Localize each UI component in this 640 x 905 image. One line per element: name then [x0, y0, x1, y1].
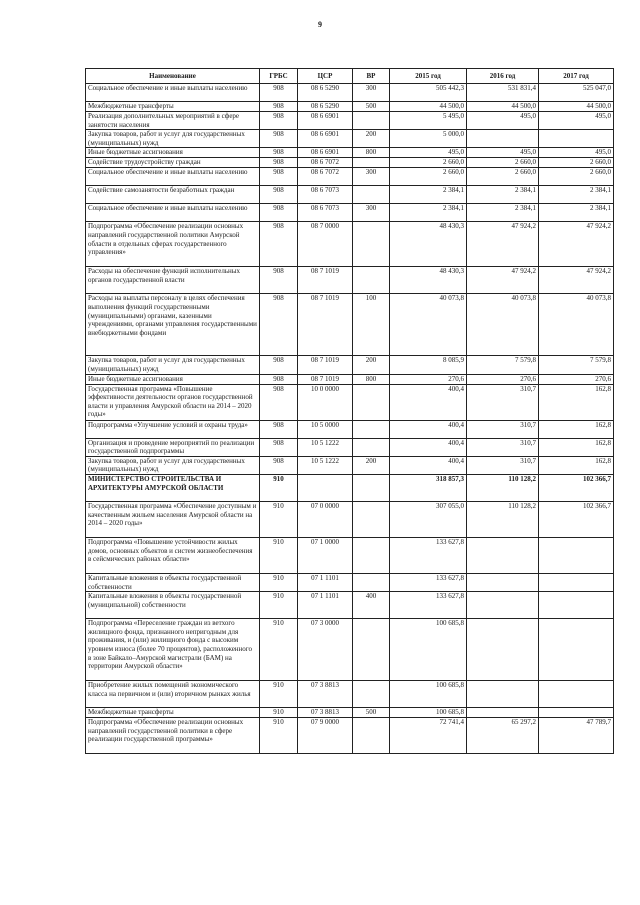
cell-y2016 [467, 619, 539, 681]
header-grbs: ГРБС [260, 69, 298, 84]
cell-grbs: 910 [260, 619, 298, 681]
cell-grbs: 908 [260, 102, 298, 112]
cell-y2016 [467, 537, 539, 573]
cell-vr: 500 [353, 102, 390, 112]
cell-vr: 300 [353, 168, 390, 186]
table-row [86, 501, 614, 537]
cell-y2017 [539, 681, 614, 708]
cell-grbs: 908 [260, 374, 298, 384]
cell-y2016: 310,7 [467, 384, 539, 420]
cell-y2016: 495,0 [467, 112, 539, 130]
cell-vr [353, 573, 390, 591]
header-2017: 2017 год [539, 69, 614, 84]
cell-y2017: 47 924,2 [539, 267, 614, 294]
cell-name: Социальное обеспечение и иные выплаты населению [86, 204, 260, 222]
cell-name: Закупка товаров, работ и услуг для государственных (муниципальных) нужд [86, 456, 260, 474]
cell-name: Государственная программа «Обеспечение доступным и качественным жильем населения Амурской области на 2014 – 2020 годы» [86, 501, 260, 537]
cell-y2016: 2 660,0 [467, 168, 539, 186]
cell-y2017 [539, 130, 614, 148]
cell-grbs: 908 [260, 294, 298, 356]
cell-vr: 100 [353, 294, 390, 356]
cell-y2017: 2 384,1 [539, 204, 614, 222]
table-row [86, 592, 614, 619]
cell-y2015: 318 857,3 [390, 474, 467, 501]
cell-grbs: 910 [260, 537, 298, 573]
cell-csr: 07 1 0000 [298, 537, 353, 573]
cell-y2016: 65 297,2 [467, 718, 539, 754]
cell-y2017 [539, 619, 614, 681]
table-row [86, 112, 614, 130]
cell-vr: 800 [353, 374, 390, 384]
cell-y2016: 110 128,2 [467, 474, 539, 501]
cell-y2015: 400,4 [390, 456, 467, 474]
cell-y2016: 310,7 [467, 456, 539, 474]
cell-name: Приобретение жилых помещений экономического класса на первичном и (или) вторичном рынках жилья [86, 681, 260, 708]
cell-y2015: 2 384,1 [390, 186, 467, 204]
cell-csr: 08 6 6901 [298, 112, 353, 130]
cell-vr: 400 [353, 592, 390, 619]
cell-grbs: 910 [260, 474, 298, 501]
cell-y2015: 2 660,0 [390, 168, 467, 186]
cell-y2016: 7 579,8 [467, 356, 539, 374]
table-row [86, 158, 614, 168]
cell-name: Капитальные вложения в объекты государственной (муниципальной) собственности [86, 592, 260, 619]
cell-y2017: 44 500,0 [539, 102, 614, 112]
cell-vr [353, 501, 390, 537]
table-row [86, 168, 614, 186]
table-row [86, 84, 614, 102]
cell-y2016: 310,7 [467, 420, 539, 438]
cell-y2015: 270,6 [390, 374, 467, 384]
cell-name: Государственная программа «Повышение эффективности деятельности органов государственной власти и управления Амурской области на 2014 – 2020 годы» [86, 384, 260, 420]
cell-y2016: 40 073,8 [467, 294, 539, 356]
cell-name: Подпрограмма «Обеспечение реализации основных направлений государственной политики в сфере реализации государственной программы» [86, 718, 260, 754]
cell-csr: 08 7 1019 [298, 294, 353, 356]
table-header-row [86, 69, 614, 84]
cell-y2017: 162,8 [539, 456, 614, 474]
cell-csr: 08 6 7072 [298, 168, 353, 186]
cell-name: Подпрограмма «Обеспечение реализации основных направлений государственной политики Амурской области в отдельных сферах государственного управления» [86, 222, 260, 267]
cell-y2016: 110 128,2 [467, 501, 539, 537]
cell-grbs: 908 [260, 130, 298, 148]
cell-name: Капитальные вложения в объекты государственной собственности [86, 573, 260, 591]
table-row [86, 204, 614, 222]
cell-csr: 07 9 0000 [298, 718, 353, 754]
cell-y2015: 8 085,9 [390, 356, 467, 374]
cell-y2015: 2 660,0 [390, 158, 467, 168]
cell-grbs: 908 [260, 356, 298, 374]
cell-y2016: 495,0 [467, 148, 539, 158]
cell-y2017: 102 366,7 [539, 501, 614, 537]
cell-y2017: 40 073,8 [539, 294, 614, 356]
cell-y2015: 5 495,0 [390, 112, 467, 130]
table-row [86, 456, 614, 474]
cell-csr: 08 7 1019 [298, 356, 353, 374]
cell-grbs: 910 [260, 501, 298, 537]
cell-y2015: 505 442,3 [390, 84, 467, 102]
cell-name: Содействие трудоустройству граждан [86, 158, 260, 168]
header-2016: 2016 год [467, 69, 539, 84]
cell-grbs: 908 [260, 222, 298, 267]
cell-grbs: 908 [260, 148, 298, 158]
cell-csr: 07 1 1101 [298, 592, 353, 619]
table-row [86, 573, 614, 591]
cell-csr: 07 3 0000 [298, 619, 353, 681]
cell-name: Подпрограмма «Повышение устойчивости жилых домов, основных объектов и систем жизнеобеспечения в сейсмических районах области» [86, 537, 260, 573]
cell-csr: 08 7 1019 [298, 267, 353, 294]
table-row [86, 619, 614, 681]
cell-y2015: 495,0 [390, 148, 467, 158]
cell-name: Подпрограмма «Переселение граждан из ветхого жилищного фонда, признанного непригодным для проживания, и (или) жилищного фонда с высоким уровнем износа (более 70 процентов), расположенного в зоне Байкало–Амурской магистрали (БАМ) на территории Амурской области» [86, 619, 260, 681]
table-row [86, 474, 614, 501]
cell-csr: 10 0 0000 [298, 384, 353, 420]
cell-csr: 07 3 8813 [298, 681, 353, 708]
cell-csr: 10 5 1222 [298, 438, 353, 456]
cell-grbs: 908 [260, 456, 298, 474]
cell-y2017: 270,6 [539, 374, 614, 384]
cell-vr [353, 681, 390, 708]
cell-grbs: 908 [260, 186, 298, 204]
cell-y2015: 400,4 [390, 384, 467, 420]
cell-vr [353, 222, 390, 267]
cell-y2017: 495,0 [539, 112, 614, 130]
cell-y2016 [467, 573, 539, 591]
header-2015: 2015 год [390, 69, 467, 84]
cell-y2016: 531 831,4 [467, 84, 539, 102]
cell-vr [353, 420, 390, 438]
cell-y2015: 133 627,8 [390, 537, 467, 573]
cell-name: Закупка товаров, работ и услуг для государственных (муниципальных) нужд [86, 130, 260, 148]
cell-vr: 800 [353, 148, 390, 158]
table-row [86, 374, 614, 384]
cell-y2017: 495,0 [539, 148, 614, 158]
table-row [86, 420, 614, 438]
cell-y2016: 2 384,1 [467, 186, 539, 204]
cell-csr: 08 6 5290 [298, 102, 353, 112]
cell-y2016: 47 924,2 [467, 222, 539, 267]
cell-y2016 [467, 708, 539, 718]
cell-name: МИНИСТЕРСТВО СТРОИТЕЛЬСТВА И АРХИТЕКТУРЫ АМУРСКОЙ ОБЛАСТИ [86, 474, 260, 501]
cell-y2015: 40 073,8 [390, 294, 467, 356]
cell-name: Социальное обеспечение и иные выплаты населению [86, 168, 260, 186]
cell-csr: 08 6 5290 [298, 84, 353, 102]
cell-name: Подпрограмма «Улучшение условий и охраны труда» [86, 420, 260, 438]
page-number: 9 [318, 20, 322, 29]
cell-y2017: 2 660,0 [539, 158, 614, 168]
cell-name: Содействие самозанятости безработных граждан [86, 186, 260, 204]
cell-vr: 200 [353, 130, 390, 148]
cell-y2015: 44 500,0 [390, 102, 467, 112]
cell-grbs: 910 [260, 592, 298, 619]
cell-grbs: 910 [260, 718, 298, 754]
cell-name: Расходы на обеспечение функций исполнительных органов государственной власти [86, 267, 260, 294]
cell-csr: 08 6 7073 [298, 186, 353, 204]
cell-y2015: 48 430,3 [390, 222, 467, 267]
cell-y2017: 47 789,7 [539, 718, 614, 754]
cell-name: Организация и проведение мероприятий по реализации государственной подпрограммы [86, 438, 260, 456]
cell-grbs: 908 [260, 384, 298, 420]
cell-y2016: 44 500,0 [467, 102, 539, 112]
cell-y2016 [467, 130, 539, 148]
cell-y2016: 2 384,1 [467, 204, 539, 222]
cell-y2017: 47 924,2 [539, 222, 614, 267]
cell-y2015: 5 000,0 [390, 130, 467, 148]
cell-vr [353, 186, 390, 204]
cell-vr [353, 267, 390, 294]
table-row [86, 356, 614, 374]
cell-y2017: 162,8 [539, 420, 614, 438]
cell-name: Иные бюджетные ассигнования [86, 148, 260, 158]
header-name: Наименование [86, 69, 260, 84]
cell-y2016: 47 924,2 [467, 267, 539, 294]
cell-name: Реализация дополнительных мероприятий в сфере занятости населения [86, 112, 260, 130]
cell-vr: 500 [353, 708, 390, 718]
cell-y2015: 48 430,3 [390, 267, 467, 294]
cell-y2017: 525 047,0 [539, 84, 614, 102]
cell-y2017 [539, 573, 614, 591]
cell-grbs: 908 [260, 158, 298, 168]
table-row [86, 186, 614, 204]
cell-vr: 200 [353, 456, 390, 474]
cell-csr: 07 1 1101 [298, 573, 353, 591]
cell-y2017 [539, 537, 614, 573]
table-row [86, 130, 614, 148]
cell-csr: 10 5 1222 [298, 456, 353, 474]
cell-name: Межбюджетные трансферты [86, 708, 260, 718]
cell-y2016 [467, 681, 539, 708]
table-row [86, 102, 614, 112]
cell-y2015: 100 685,8 [390, 708, 467, 718]
cell-y2015: 100 685,8 [390, 619, 467, 681]
cell-csr: 08 6 7072 [298, 158, 353, 168]
cell-y2017 [539, 592, 614, 619]
cell-y2015: 400,4 [390, 420, 467, 438]
cell-y2017: 2 384,1 [539, 186, 614, 204]
cell-grbs: 908 [260, 438, 298, 456]
cell-csr [298, 474, 353, 501]
table-row [86, 708, 614, 718]
cell-grbs: 910 [260, 708, 298, 718]
cell-name: Межбюджетные трансферты [86, 102, 260, 112]
table-row [86, 438, 614, 456]
cell-vr: 300 [353, 204, 390, 222]
header-csr: ЦСР [298, 69, 353, 84]
cell-name: Расходы на выплаты персоналу в целях обеспечения выполнения функций государственными (муниципальными) органами, казенными учреждениями, органами управления государственными внебюджетными фондами [86, 294, 260, 356]
cell-grbs: 910 [260, 681, 298, 708]
table-row [86, 148, 614, 158]
header-vr: ВР [353, 69, 390, 84]
cell-vr: 300 [353, 84, 390, 102]
cell-y2015: 307 055,0 [390, 501, 467, 537]
cell-vr [353, 619, 390, 681]
cell-grbs: 908 [260, 204, 298, 222]
cell-name: Закупка товаров, работ и услуг для государственных (муниципальных) нужд [86, 356, 260, 374]
cell-y2015: 133 627,8 [390, 592, 467, 619]
cell-y2015: 400,4 [390, 438, 467, 456]
table-row [86, 537, 614, 573]
cell-vr [353, 537, 390, 573]
cell-vr [353, 718, 390, 754]
cell-y2017 [539, 708, 614, 718]
cell-name: Социальное обеспечение и иные выплаты населению [86, 84, 260, 102]
cell-y2015: 2 384,1 [390, 204, 467, 222]
cell-y2017: 7 579,8 [539, 356, 614, 374]
cell-csr: 10 5 0000 [298, 420, 353, 438]
cell-y2016 [467, 592, 539, 619]
cell-grbs: 908 [260, 267, 298, 294]
cell-y2017: 102 366,7 [539, 474, 614, 501]
table-row [86, 384, 614, 420]
cell-y2017: 162,8 [539, 384, 614, 420]
table-row [86, 267, 614, 294]
cell-vr [353, 474, 390, 501]
cell-vr: 200 [353, 356, 390, 374]
cell-grbs: 908 [260, 420, 298, 438]
cell-grbs: 908 [260, 168, 298, 186]
cell-csr: 08 7 0000 [298, 222, 353, 267]
cell-y2017: 162,8 [539, 438, 614, 456]
table-row [86, 294, 614, 356]
cell-grbs: 908 [260, 112, 298, 130]
cell-csr: 08 6 7073 [298, 204, 353, 222]
cell-vr [353, 112, 390, 130]
cell-y2016: 310,7 [467, 438, 539, 456]
cell-name: Иные бюджетные ассигнования [86, 374, 260, 384]
cell-y2015: 100 685,8 [390, 681, 467, 708]
table-row [86, 681, 614, 708]
cell-y2017: 2 660,0 [539, 168, 614, 186]
cell-y2015: 133 627,8 [390, 573, 467, 591]
cell-csr: 08 7 1019 [298, 374, 353, 384]
cell-vr [353, 158, 390, 168]
cell-csr: 07 0 0000 [298, 501, 353, 537]
cell-grbs: 908 [260, 84, 298, 102]
budget-table [85, 68, 614, 754]
cell-csr: 08 6 6901 [298, 130, 353, 148]
cell-y2016: 270,6 [467, 374, 539, 384]
table-row [86, 222, 614, 267]
cell-vr [353, 384, 390, 420]
cell-vr [353, 438, 390, 456]
cell-y2015: 72 741,4 [390, 718, 467, 754]
cell-csr: 07 3 8813 [298, 708, 353, 718]
cell-y2016: 2 660,0 [467, 158, 539, 168]
cell-grbs: 910 [260, 573, 298, 591]
table-row [86, 718, 614, 754]
cell-csr: 08 6 6901 [298, 148, 353, 158]
